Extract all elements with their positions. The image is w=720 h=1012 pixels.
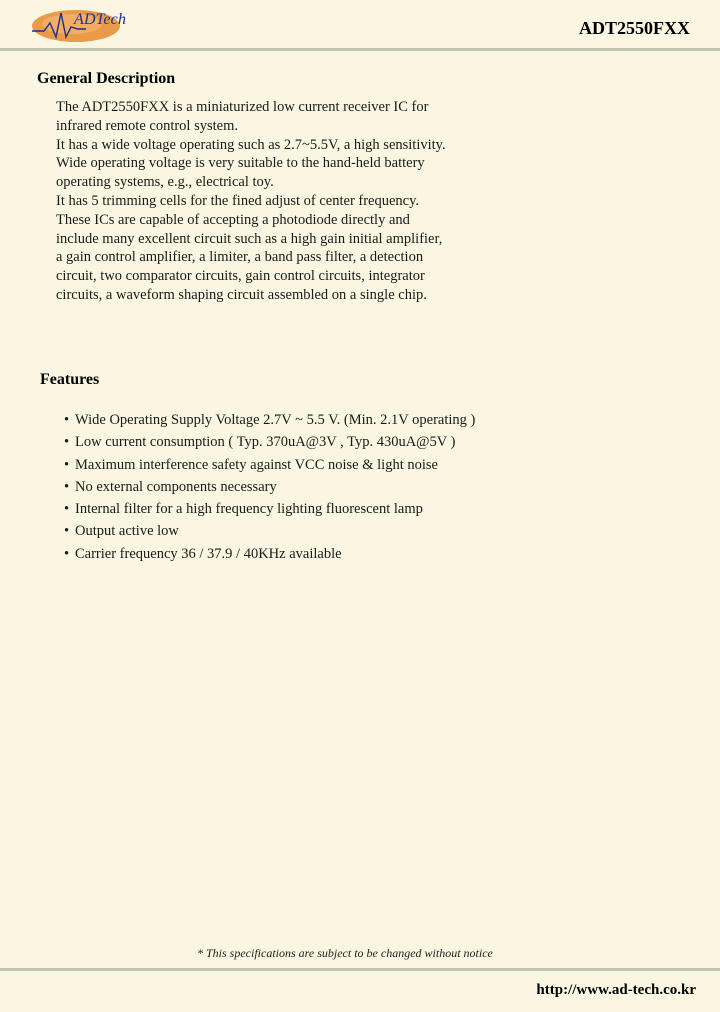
description-line: The ADT2550FXX is a miniaturized low current receiver IC for (56, 99, 429, 115)
feature-item: • Internal filter for a high frequency lighting fluorescent lamp (64, 498, 664, 520)
bullet-icon: • (64, 434, 70, 451)
feature-item: • No external components necessary (64, 476, 664, 498)
bullet-icon: • (64, 501, 70, 518)
description-line: operating systems, e.g., electrical toy. (56, 174, 274, 191)
feature-item: • Low current consumption ( Typ. 370uA@3V , Typ. 430uA@5V ) (64, 431, 664, 453)
change-notice: * This specifications are subject to be changed without notice (197, 946, 493, 960)
general-description-text (56, 98, 656, 305)
feature-item: • Output active low (64, 520, 664, 542)
bullet-icon: • (64, 523, 70, 540)
general-description-heading: General Description (37, 70, 176, 87)
description-line: circuit, two comparator circuits, gain control circuits, integrator (56, 268, 425, 285)
bullet-icon: • (64, 545, 70, 562)
website-link[interactable]: http://www.ad-tech.co.kr (536, 982, 696, 998)
feature-item: • Carrier frequency 36 / 37.9 / 40KHz available (64, 543, 664, 565)
bullet-icon: • (64, 412, 70, 428)
page-header (0, 0, 720, 50)
features-heading: Features (40, 371, 100, 388)
feature-item: • Maximum interference safety against VCC noise & light noise (64, 454, 664, 476)
description-line: circuits, a waveform shaping circuit assembled on a single chip. (56, 286, 427, 303)
description-line: include many excellent circuit such as a high gain initial amplifier, (56, 230, 443, 247)
feature-item: • Wide Operating Supply Voltage 2.7V ~ 5.5 V. (Min. 2.1V operating ) (64, 409, 664, 431)
document-part-number: ADT2550FXX (579, 18, 690, 38)
description-line: a gain control amplifier, a limiter, a band pass filter, a detection (56, 249, 424, 266)
bullet-icon: • (64, 456, 70, 473)
features-list (64, 409, 664, 565)
bullet-icon: • (64, 478, 70, 495)
description-line: It has a wide voltage operating such as 2.7~5.5V, a high sensitivity. (56, 136, 446, 153)
description-line: infrared remote control system. (56, 117, 238, 134)
description-line: Wide operating voltage is very suitable to the hand-held battery (56, 155, 425, 172)
description-line: It has 5 trimming cells for the fined adjust of center frequency. (56, 192, 420, 209)
description-line: These ICs are capable of accepting a photodiode directly and (56, 211, 410, 228)
logo-text: ADTech (74, 11, 127, 28)
